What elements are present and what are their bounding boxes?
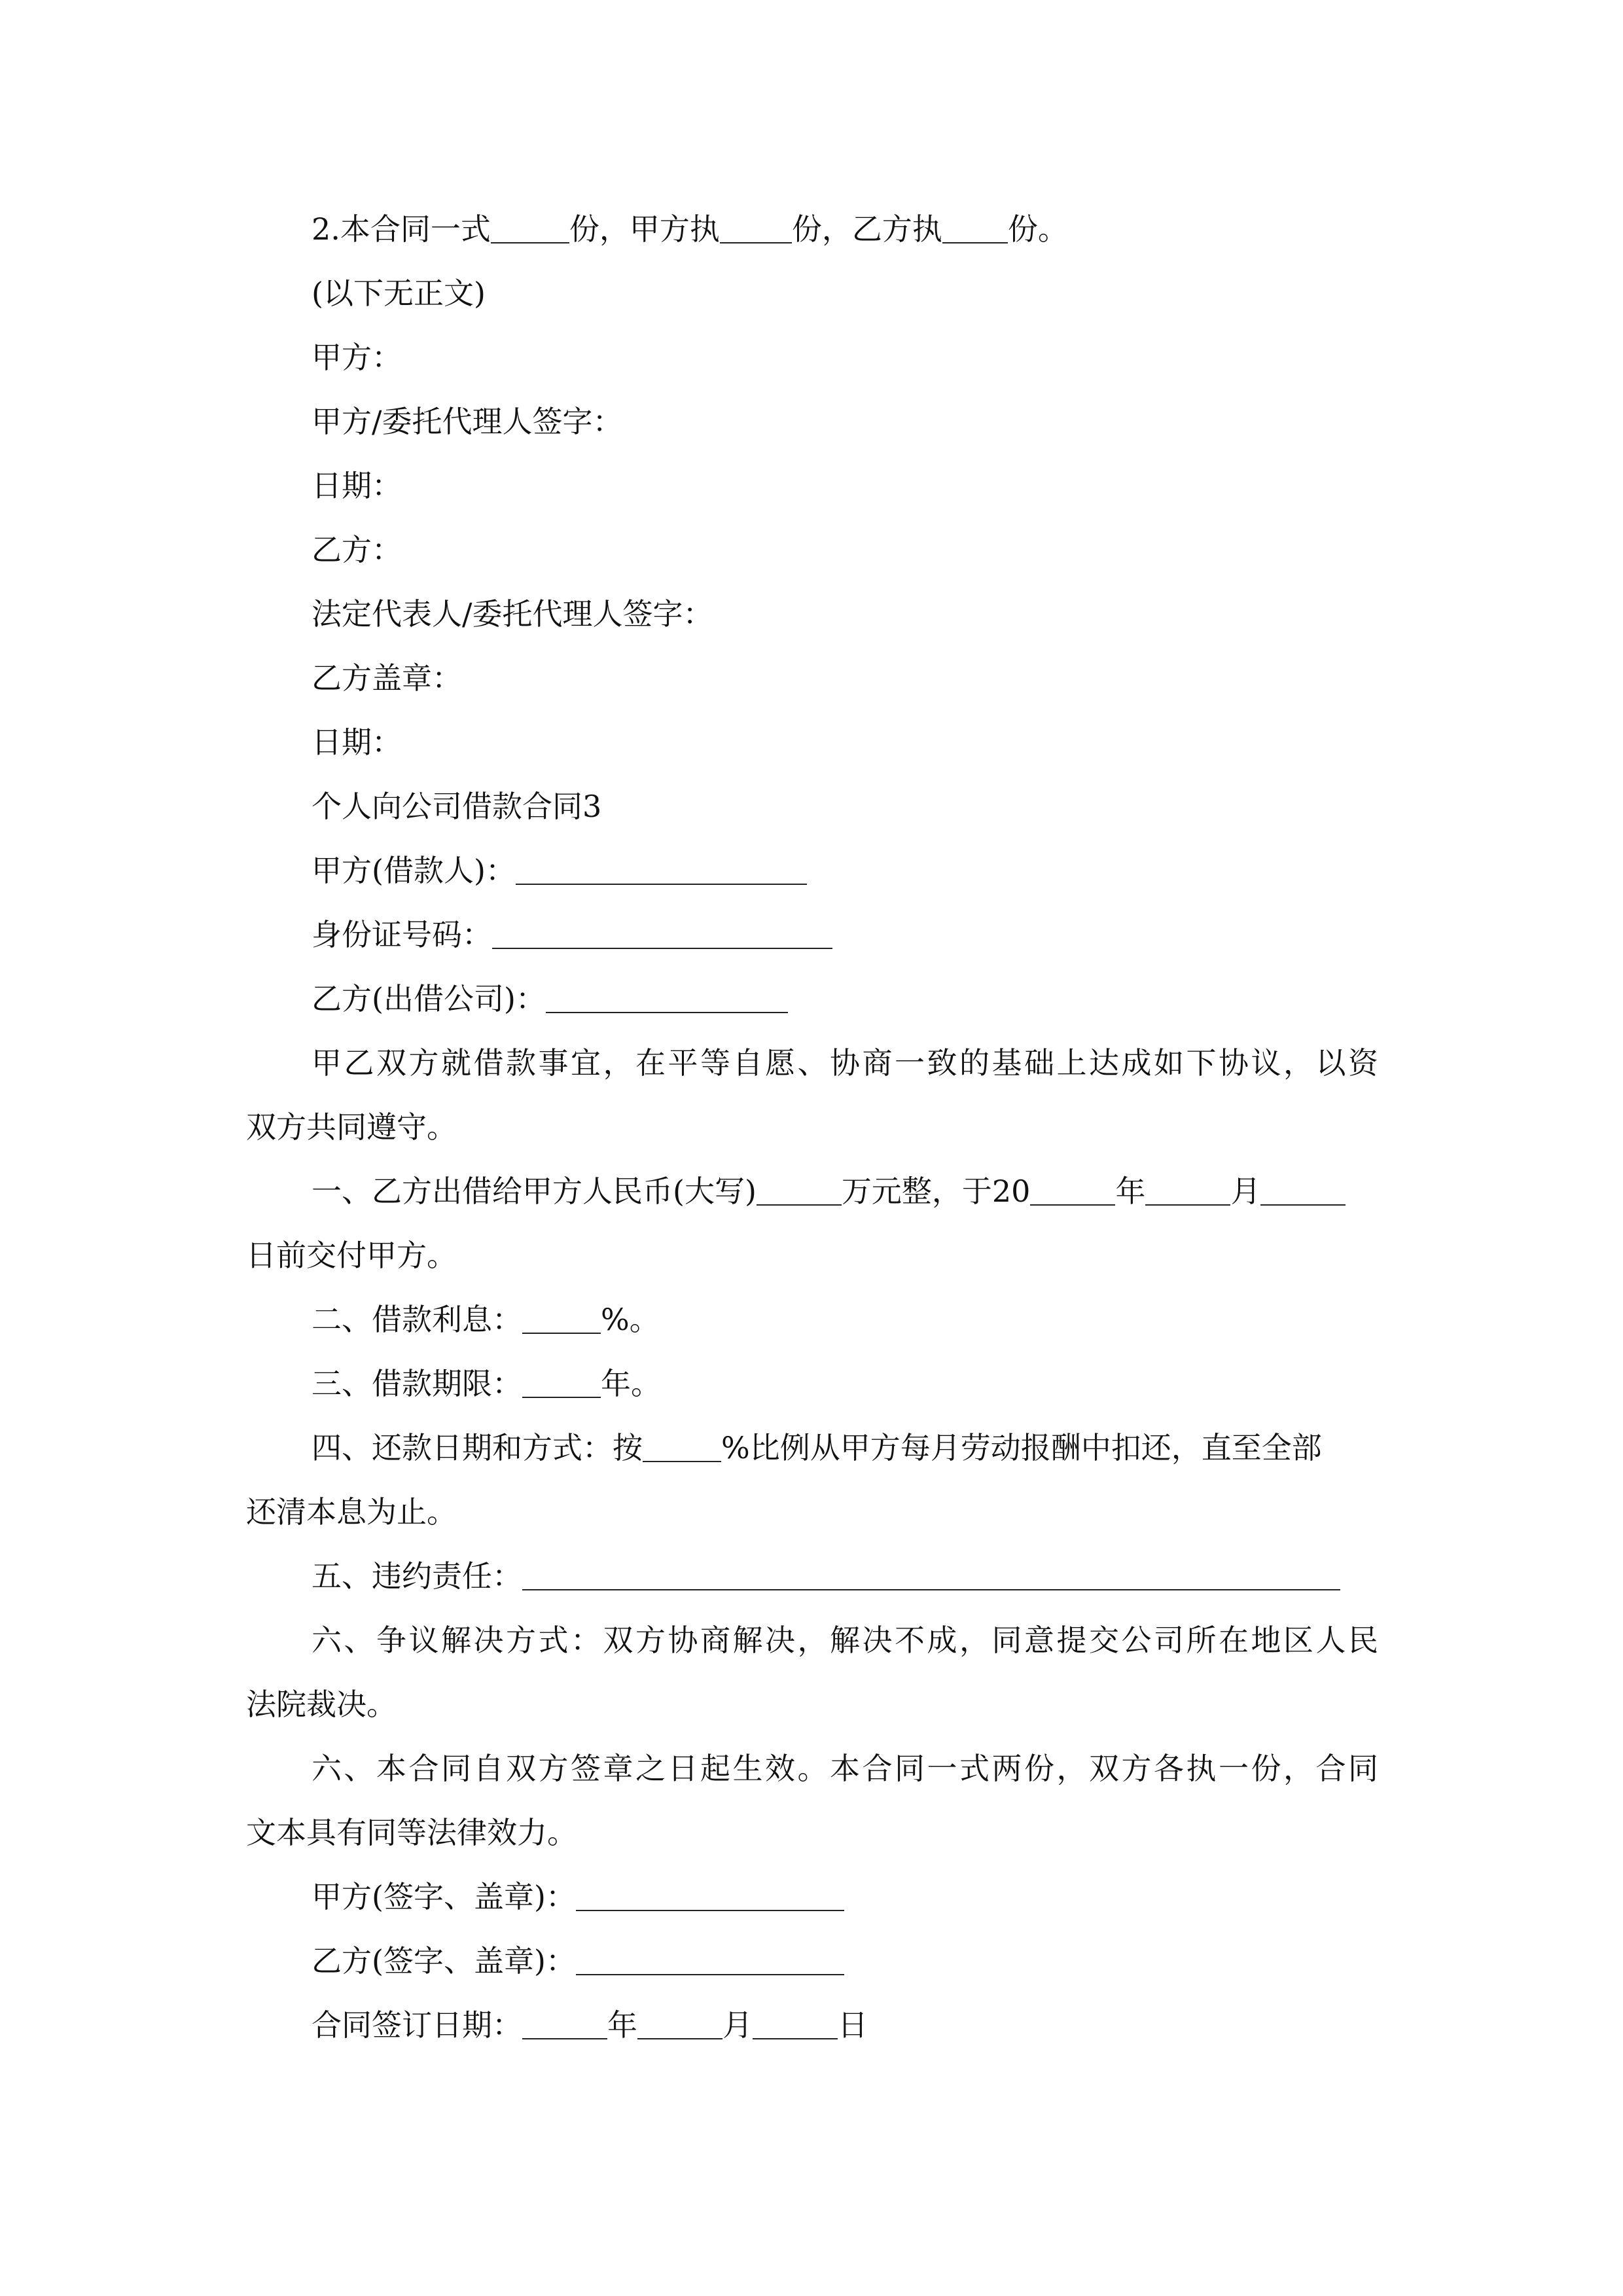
- date-label: 日期：: [312, 725, 402, 760]
- borrower-field[interactable]: [516, 857, 807, 885]
- copies-clause: 2.本合同一式 份，甲方执 份，乙方执 份。: [312, 211, 1068, 247]
- clause-5: 五、违约责任：: [312, 1544, 1378, 1608]
- borrower-line: 甲方(借款人)：: [312, 838, 1378, 903]
- day-field[interactable]: [1260, 1178, 1346, 1206]
- clause-6a-line-1: 六、争议解决方式：双方协商解决，解决不成，同意提交公司所在地区人民: [312, 1623, 1378, 1658]
- ratio-field[interactable]: [643, 1435, 721, 1462]
- legal-rep-signature-label: 法定代表人/委托代理人签字：: [312, 596, 713, 632]
- term-field[interactable]: [522, 1371, 601, 1398]
- party-a-sign-line: 甲方(签字、盖章)：: [312, 1865, 1378, 1929]
- liability-field[interactable]: [522, 1563, 1340, 1590]
- sign-month-field[interactable]: [637, 2012, 722, 2039]
- preamble-line-2: 双方共同遵守。: [246, 1109, 457, 1145]
- signing-date-line: 合同签订日期： 年 月 日: [312, 2007, 868, 2043]
- party-a-sign-field[interactable]: [576, 1884, 844, 1911]
- preamble-line-1: 甲乙双方就借款事宜，在平等自愿、协商一致的基础上达成如下协议，以资: [312, 1045, 1378, 1081]
- sign-year-field[interactable]: [522, 2012, 607, 2039]
- month-field[interactable]: [1145, 1178, 1230, 1206]
- lender-line: 乙方(出借公司)：: [312, 967, 1378, 1031]
- party-b-sign-line: 乙方(签字、盖章)：: [312, 1929, 1378, 1993]
- party-a-label: 甲方：: [312, 340, 402, 375]
- id-number-field[interactable]: [492, 922, 832, 949]
- blank-field[interactable]: [491, 216, 569, 243]
- no-text-below: (以下无正文): [312, 276, 486, 311]
- amount-field[interactable]: [757, 1178, 842, 1206]
- clause-3: 三、借款期限： 年。: [312, 1366, 661, 1401]
- id-number-line: 身份证号码：: [312, 903, 1378, 967]
- blank-field[interactable]: [720, 216, 792, 243]
- party-b-label: 乙方：: [312, 532, 402, 567]
- party-b-seal-label: 乙方盖章：: [312, 660, 462, 696]
- blank-field[interactable]: [942, 216, 1008, 243]
- lender-field[interactable]: [546, 986, 788, 1013]
- clause-1-line-1: 一、乙方出借给甲方人民币(大写) 万元整，于20 年 月: [312, 1159, 1378, 1223]
- clause-4-line-2: 还清本息为止。: [246, 1494, 457, 1530]
- party-a-signature-label: 甲方/委托代理人签字：: [312, 404, 623, 439]
- interest-field[interactable]: [522, 1306, 601, 1334]
- contract-title: 个人向公司借款合同3: [312, 789, 602, 824]
- clause-1-line-2: 日前交付甲方。: [246, 1238, 457, 1273]
- year-field[interactable]: [1030, 1178, 1115, 1206]
- sign-day-field[interactable]: [753, 2012, 838, 2039]
- clause-6b-line-2: 文本具有同等法律效力。: [246, 1815, 577, 1850]
- clause-6a-line-2: 法院裁决。: [246, 1687, 397, 1722]
- clause-2: 二、借款利息： %。: [312, 1302, 660, 1337]
- clause-4-line-1: 四、还款日期和方式：按 %比例从甲方每月劳动报酬中扣还，直至全部: [312, 1430, 1322, 1465]
- date-label: 日期：: [312, 468, 402, 503]
- clause-6b-line-1: 六、本合同自双方签章之日起生效。本合同一式两份，双方各执一份，合同: [312, 1751, 1378, 1786]
- party-b-sign-field[interactable]: [576, 1948, 844, 1975]
